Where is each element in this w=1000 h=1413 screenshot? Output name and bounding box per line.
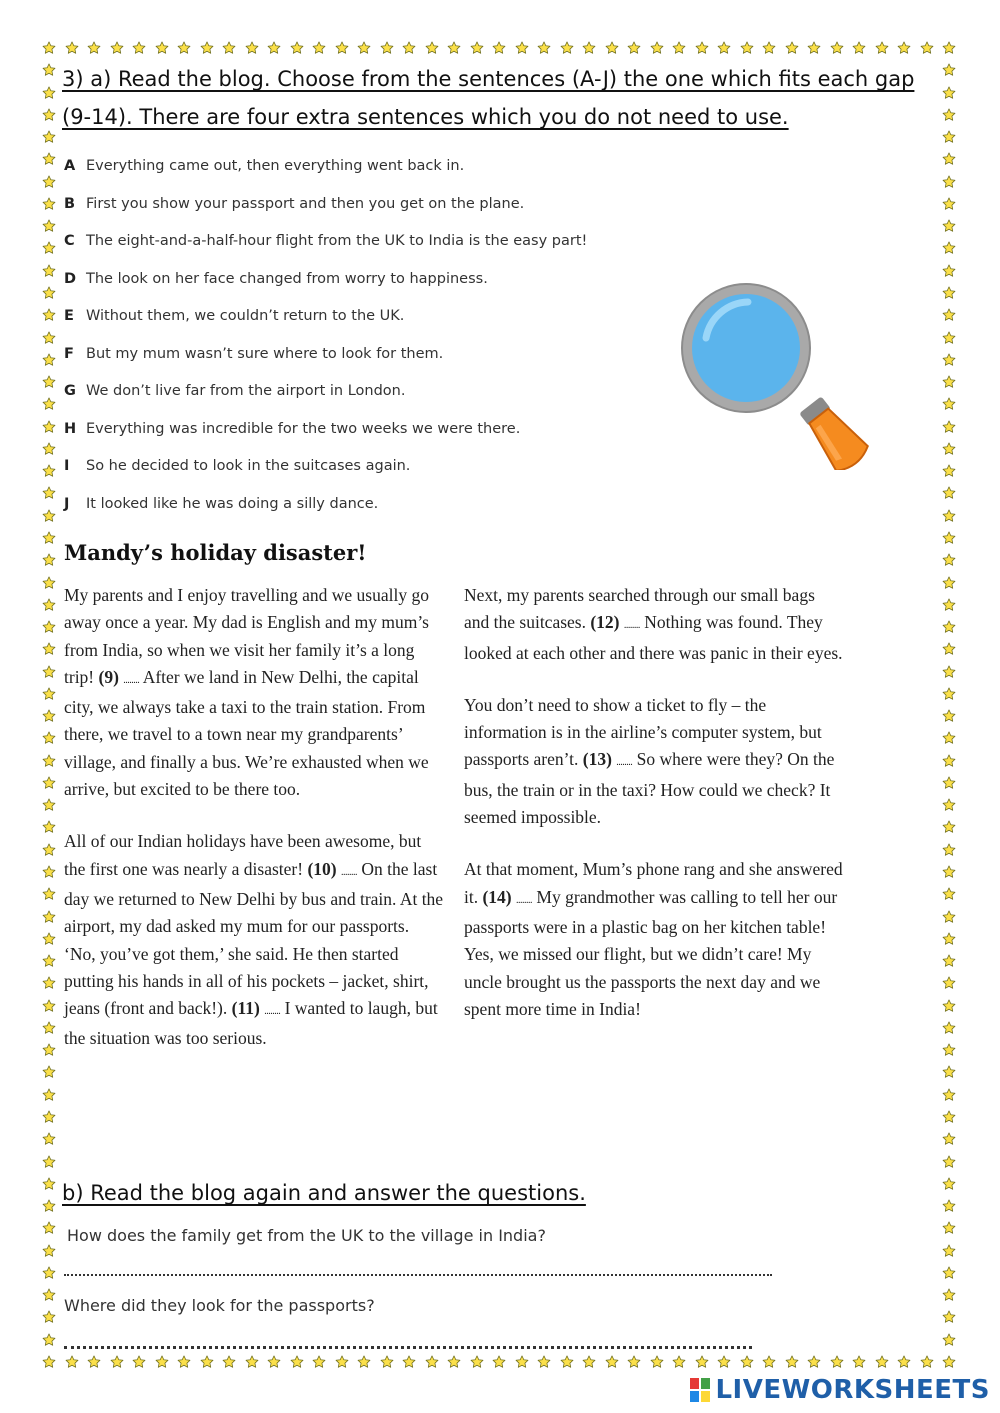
star-icon	[42, 464, 56, 478]
star-icon	[942, 1199, 956, 1213]
star-icon	[942, 286, 956, 300]
star-icon	[942, 353, 956, 367]
star-icon	[492, 41, 506, 55]
star-icon	[200, 1355, 214, 1369]
star-icon	[942, 442, 956, 456]
star-icon	[740, 41, 754, 55]
star-icon	[42, 1155, 56, 1169]
star-icon	[312, 41, 326, 55]
paragraph-text: All of our Indian holidays have been awesome, but the first one was nearly a disaster!	[64, 831, 422, 879]
star-icon	[942, 687, 956, 701]
star-icon	[42, 108, 56, 122]
paragraph-text: On the last day we returned to New Delhi by bus and train. At the airport, my dad asked my mum for our passports. ‘No, you’ve got them,’ she said. He then started putting his hands in all of his pockets – jacket, shirt, jeans (front and back!).	[64, 858, 444, 1019]
star-icon	[942, 820, 956, 834]
star-icon	[42, 820, 56, 834]
option-text: The look on her face changed from worry to happiness.	[86, 271, 488, 287]
star-icon	[942, 86, 956, 100]
star-icon	[537, 1355, 551, 1369]
option-letter: C	[64, 233, 75, 249]
star-icon	[42, 1355, 56, 1369]
blog-paragraph-3	[464, 582, 844, 667]
star-icon	[942, 41, 956, 55]
star-icon	[942, 999, 956, 1013]
star-icon	[200, 41, 214, 55]
star-icon	[942, 1110, 956, 1124]
option-text: Everything was incredible for the two weeks we were there.	[86, 421, 521, 437]
star-icon	[942, 375, 956, 389]
star-icon	[942, 1155, 956, 1169]
star-icon	[942, 754, 956, 768]
star-icon	[42, 509, 56, 523]
star-icon	[942, 887, 956, 901]
star-icon	[942, 175, 956, 189]
star-icon	[942, 598, 956, 612]
star-icon	[582, 1355, 596, 1369]
star-icon	[42, 442, 56, 456]
star-icon	[942, 486, 956, 500]
star-icon	[290, 41, 304, 55]
star-icon	[942, 576, 956, 590]
option-letter: D	[64, 271, 77, 287]
star-icon	[42, 687, 56, 701]
star-icon	[672, 1355, 686, 1369]
star-icon	[785, 1355, 799, 1369]
star-icon	[132, 1355, 146, 1369]
star-icon	[942, 1333, 956, 1347]
star-icon	[335, 41, 349, 55]
option-h	[64, 421, 520, 437]
option-letter: J	[64, 496, 70, 512]
star-icon	[807, 41, 821, 55]
star-icon	[807, 1355, 821, 1369]
option-letter: H	[64, 421, 77, 437]
star-icon	[42, 598, 56, 612]
star-icon	[402, 41, 416, 55]
option-letter: E	[64, 308, 74, 324]
star-icon	[942, 1266, 956, 1280]
star-icon	[447, 41, 461, 55]
star-icon	[42, 1333, 56, 1347]
option-letter: A	[64, 158, 76, 174]
option-text: But my mum wasn’t sure where to look for them.	[86, 346, 444, 362]
liveworksheets-logo-icon	[689, 1377, 711, 1403]
star-icon	[42, 754, 56, 768]
option-text: First you show your passport and then you get on the plane.	[86, 196, 525, 212]
star-icon	[920, 1355, 934, 1369]
star-icon	[177, 41, 191, 55]
star-icon	[402, 1355, 416, 1369]
star-icon	[830, 41, 844, 55]
star-icon	[42, 576, 56, 590]
star-icon	[492, 1355, 506, 1369]
star-icon	[942, 642, 956, 656]
star-icon	[942, 397, 956, 411]
star-icon	[42, 1132, 56, 1146]
star-icon	[942, 1221, 956, 1235]
star-icon	[627, 1355, 641, 1369]
blog-right-column	[464, 582, 844, 1048]
star-icon	[942, 130, 956, 144]
star-icon	[470, 41, 484, 55]
star-icon	[267, 41, 281, 55]
star-icon	[110, 1355, 124, 1369]
star-icon	[582, 41, 596, 55]
part-a-instructions: 3) a) Read the blog. Choose from the sentences (A-J) the one which fits each gap (9-14). There are four extra sentences which you do not need to use.	[62, 67, 915, 129]
star-icon	[42, 1110, 56, 1124]
star-icon	[155, 41, 169, 55]
star-icon	[650, 41, 664, 55]
answer-line-1[interactable]	[64, 1274, 772, 1276]
star-icon	[942, 197, 956, 211]
star-icon	[942, 264, 956, 278]
star-icon	[942, 509, 956, 523]
option-j	[64, 496, 378, 512]
star-icon	[650, 1355, 664, 1369]
star-icon	[42, 843, 56, 857]
star-icon	[605, 41, 619, 55]
star-icon	[672, 41, 686, 55]
star-icon	[42, 264, 56, 278]
star-icon	[245, 1355, 259, 1369]
star-icon	[42, 1244, 56, 1258]
option-b	[64, 196, 524, 212]
star-icon	[42, 1177, 56, 1191]
star-icon	[762, 1355, 776, 1369]
star-icon	[42, 798, 56, 812]
option-a	[64, 158, 464, 174]
star-icon	[717, 1355, 731, 1369]
option-c	[64, 233, 587, 249]
star-icon	[42, 486, 56, 500]
star-icon	[875, 1355, 889, 1369]
star-icon	[740, 1355, 754, 1369]
star-icon	[65, 1355, 79, 1369]
paragraph-text: You don’t need to show a ticket to fly – the information is in the airline’s computer system, but passports aren’t.	[464, 694, 822, 770]
star-icon	[897, 41, 911, 55]
gap-dots: ........	[516, 894, 533, 906]
gap-13-label: (13)	[582, 749, 612, 770]
star-icon	[42, 910, 56, 924]
gap-12-label: (12)	[590, 612, 620, 633]
star-icon	[42, 709, 56, 723]
part-b-instructions: b) Read the blog again and answer the questions.	[62, 1181, 586, 1205]
star-icon	[942, 531, 956, 545]
star-icon	[222, 41, 236, 55]
star-icon	[110, 41, 124, 55]
option-text: The eight-and-a-half-hour flight from the UK to India is the easy part!	[86, 233, 588, 249]
star-icon	[875, 41, 889, 55]
magnifying-glass-icon	[676, 278, 876, 470]
star-icon	[852, 41, 866, 55]
star-icon	[42, 954, 56, 968]
star-icon	[42, 1043, 56, 1057]
star-icon	[42, 241, 56, 255]
answer-line-2[interactable]	[64, 1346, 752, 1349]
star-icon	[42, 976, 56, 990]
star-icon	[942, 954, 956, 968]
option-letter: F	[64, 346, 74, 362]
star-icon	[897, 1355, 911, 1369]
gap-dots: ........	[341, 866, 357, 878]
star-icon	[42, 1288, 56, 1302]
star-icon	[942, 1310, 956, 1324]
option-text: Everything came out, then everything went back in.	[86, 158, 465, 174]
paragraph-text: Nothing was found. They looked at each other and there was panic in their eyes.	[464, 612, 843, 663]
star-icon	[515, 41, 529, 55]
star-icon	[920, 41, 934, 55]
star-icon	[942, 63, 956, 77]
star-icon	[42, 63, 56, 77]
star-icon	[942, 798, 956, 812]
star-icon	[852, 1355, 866, 1369]
star-icon	[515, 1355, 529, 1369]
star-icon	[470, 1355, 484, 1369]
star-icon	[537, 41, 551, 55]
star-icon	[425, 41, 439, 55]
option-f	[64, 346, 443, 362]
star-icon	[42, 865, 56, 879]
star-icon	[447, 1355, 461, 1369]
star-icon	[42, 531, 56, 545]
star-icon	[942, 843, 956, 857]
star-icon	[942, 1288, 956, 1302]
star-icon	[942, 976, 956, 990]
star-icon	[560, 1355, 574, 1369]
paragraph-text: I wanted to laugh, but the situation was too serious.	[64, 998, 438, 1049]
star-icon	[42, 175, 56, 189]
star-icon	[942, 932, 956, 946]
star-icon	[42, 353, 56, 367]
gap-dots: ........	[616, 757, 633, 769]
gap-dots: ........	[264, 1006, 281, 1018]
star-icon	[830, 1355, 844, 1369]
option-text: It looked like he was doing a silly dance.	[86, 496, 379, 512]
question-1: How does the family get from the UK to the village in India?	[67, 1226, 546, 1245]
star-icon	[942, 152, 956, 166]
star-icon	[942, 241, 956, 255]
star-icon	[42, 1065, 56, 1079]
star-icon	[335, 1355, 349, 1369]
star-icon	[695, 41, 709, 55]
option-text: Without them, we couldn’t return to the UK.	[86, 308, 405, 324]
star-icon	[267, 1355, 281, 1369]
star-icon	[695, 1355, 709, 1369]
star-icon	[942, 331, 956, 345]
star-icon	[605, 1355, 619, 1369]
option-letter: B	[64, 196, 76, 212]
gap-9-label: (9)	[98, 666, 119, 687]
star-icon	[87, 41, 101, 55]
gap-11-label: (11)	[231, 998, 260, 1019]
star-icon	[42, 397, 56, 411]
star-icon	[942, 1065, 956, 1079]
star-icon	[942, 1355, 956, 1369]
star-icon	[425, 1355, 439, 1369]
star-icon	[290, 1355, 304, 1369]
star-icon	[42, 1199, 56, 1213]
star-icon	[42, 375, 56, 389]
option-text: We don’t live far from the airport in London.	[86, 383, 406, 399]
star-icon	[762, 41, 776, 55]
star-icon	[942, 709, 956, 723]
star-icon	[42, 308, 56, 322]
star-icon	[942, 1132, 956, 1146]
star-icon	[942, 665, 956, 679]
star-icon	[942, 776, 956, 790]
liveworksheets-logo[interactable]	[689, 1375, 990, 1405]
paragraph-text: After we land in New Delhi, the capital city, we always take a taxi to the train station. From there, we travel to a town near my grandparents’ village, and finally a bus. We’re exhausted when we arrive, but excited to be there too.	[64, 666, 429, 800]
star-icon	[42, 553, 56, 567]
star-icon	[717, 41, 731, 55]
star-icon	[87, 1355, 101, 1369]
star-icon	[42, 197, 56, 211]
star-icon	[627, 41, 641, 55]
star-icon	[42, 1021, 56, 1035]
star-icon	[942, 1177, 956, 1191]
star-icon	[942, 553, 956, 567]
blog-title: Mandy’s holiday disaster!	[64, 540, 367, 565]
star-icon	[942, 1043, 956, 1057]
star-icon	[42, 219, 56, 233]
option-i	[64, 458, 410, 474]
question-2: Where did they look for the passports?	[64, 1296, 375, 1315]
star-icon	[42, 1310, 56, 1324]
star-icon	[42, 420, 56, 434]
gap-dots: ........	[123, 674, 140, 686]
star-icon	[42, 331, 56, 345]
star-icon	[245, 41, 259, 55]
star-icon	[380, 41, 394, 55]
option-letter: I	[64, 458, 70, 474]
option-d	[64, 271, 488, 287]
option-e	[64, 308, 404, 324]
star-icon	[42, 999, 56, 1013]
paragraph-text: Next, my parents searched through our small bags and the suitcases.	[464, 585, 815, 633]
star-icon	[942, 1088, 956, 1102]
star-icon	[42, 286, 56, 300]
star-icon	[942, 620, 956, 634]
star-icon	[42, 130, 56, 144]
star-icon	[42, 152, 56, 166]
blog-paragraph-4	[464, 692, 844, 831]
star-icon	[942, 219, 956, 233]
star-icon	[42, 41, 56, 55]
brand-name: LIVEWORKSHEETS	[715, 1375, 990, 1405]
star-icon	[42, 1221, 56, 1235]
option-text: So he decided to look in the suitcases again.	[86, 458, 411, 474]
gap-14-label: (14)	[482, 886, 512, 907]
star-icon	[357, 1355, 371, 1369]
star-icon	[942, 910, 956, 924]
star-icon	[65, 41, 79, 55]
star-icon	[560, 41, 574, 55]
star-icon	[357, 41, 371, 55]
star-icon	[222, 1355, 236, 1369]
blog-paragraph-2	[64, 828, 444, 1052]
star-icon	[155, 1355, 169, 1369]
star-icon	[42, 776, 56, 790]
paragraph-text: So where were they? On the bus, the train or in the taxi? How could we check? It seemed impossible.	[464, 749, 835, 828]
star-icon	[785, 41, 799, 55]
star-icon	[942, 865, 956, 879]
star-icon	[177, 1355, 191, 1369]
star-icon	[312, 1355, 326, 1369]
star-icon	[42, 1266, 56, 1280]
star-icon	[42, 731, 56, 745]
star-icon	[42, 86, 56, 100]
star-icon	[42, 665, 56, 679]
blog-paragraph-1	[64, 582, 444, 803]
star-icon	[42, 887, 56, 901]
blog-left-column	[64, 582, 444, 1078]
gap-10-label: (10)	[307, 858, 337, 879]
blog-paragraph-5	[464, 856, 844, 1023]
paragraph-text: My parents and I enjoy travelling and we usually go away once a year. My dad is English and my mum’s from India, so when we visit her family it’s a long trip!	[64, 585, 429, 687]
star-icon	[942, 108, 956, 122]
paragraph-text: At that moment, Mum’s phone rang and she answered it.	[464, 859, 843, 907]
gap-dots: ........	[623, 620, 640, 632]
paragraph-text: My grandmother was calling to tell her our passports were in a plastic bag on her kitchen table! Yes, we missed our flight, but we didn’t care! My uncle brought us the passports the next day and we spent more time in India!	[464, 886, 838, 1019]
star-icon	[42, 642, 56, 656]
star-icon	[380, 1355, 394, 1369]
star-icon	[942, 731, 956, 745]
star-icon	[42, 932, 56, 946]
star-icon	[942, 1244, 956, 1258]
star-icon	[42, 620, 56, 634]
star-icon	[942, 464, 956, 478]
option-g	[64, 383, 405, 399]
star-icon	[132, 41, 146, 55]
option-letter: G	[64, 383, 76, 399]
star-icon	[942, 420, 956, 434]
star-icon	[42, 1088, 56, 1102]
star-icon	[942, 1021, 956, 1035]
star-icon	[942, 308, 956, 322]
